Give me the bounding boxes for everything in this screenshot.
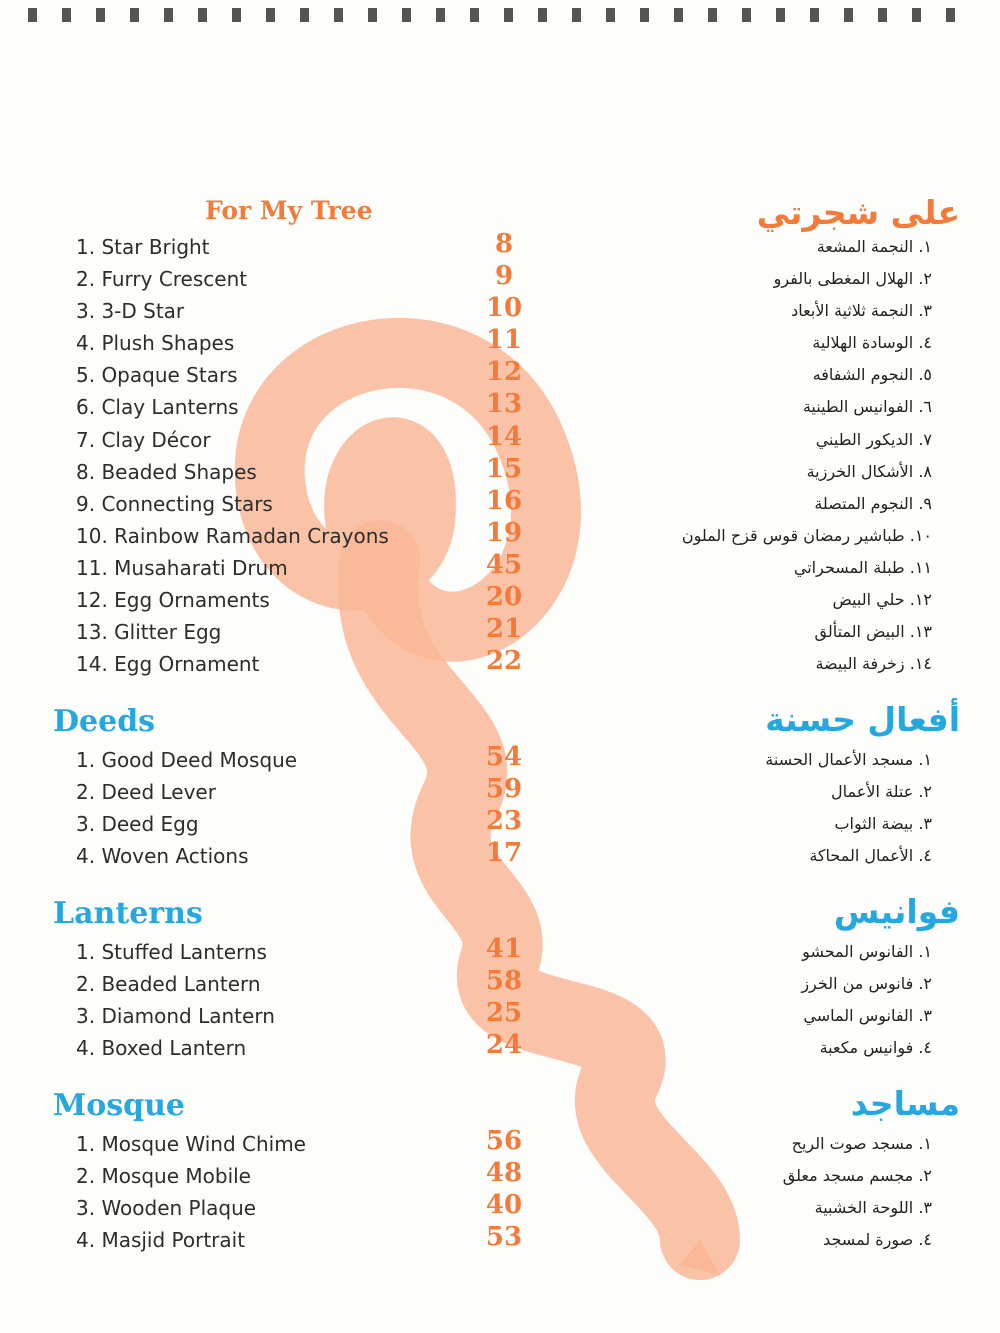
list-item: 1. Stuffed Lanterns — [76, 940, 267, 964]
list-item-ar: ٣. اللوحة الخشبية — [814, 1198, 932, 1218]
list-item-ar: ٩. النجوم المتصلة — [814, 493, 932, 513]
page-number: 23 — [485, 806, 523, 837]
section-title-for-my-tree: For My Tree — [205, 196, 373, 225]
list-item: 12. Egg Ornaments — [76, 588, 270, 613]
list-item-ar: ١٢. حلي البيض — [832, 590, 932, 610]
list-item-ar: ٢. فانوس من الخرز — [801, 974, 932, 994]
page-number: 53 — [485, 1222, 523, 1253]
page-number: 8 — [494, 229, 514, 259]
list-item-ar: ٤. الأعمال المحاكة — [809, 846, 932, 866]
tree-page-numbers — [478, 228, 530, 677]
list-item-ar: ٨. الأشكال الخرزية — [806, 461, 932, 481]
list-item-ar: ٦. الفوانيس الطينية — [802, 397, 932, 417]
list-item: 3. 3-D Star — [76, 299, 185, 324]
list-item: 3. Diamond Lantern — [76, 1004, 275, 1029]
page-number: 24 — [485, 1030, 523, 1061]
mosque-list-ar — [612, 1128, 932, 1256]
list-item: 9. Connecting Stars — [76, 491, 273, 516]
page-number: 9 — [494, 261, 514, 292]
list-item-ar: ٤. الوسادة الهلالية — [812, 333, 932, 353]
page-number: 59 — [485, 774, 523, 805]
list-item-ar: ١. الفانوس المحشو — [802, 942, 932, 961]
page-number: 15 — [485, 453, 523, 484]
list-item: 1. Mosque Wind Chime — [76, 1132, 306, 1156]
section-title-ar-mosque: مساجد — [850, 1084, 960, 1123]
list-item: 11. Musaharati Drum — [76, 555, 288, 580]
list-item: 3. Deed Egg — [76, 812, 199, 837]
page-number: 22 — [485, 646, 523, 677]
list-item-ar: ١. مسجد الأعمال الحسنة — [765, 750, 932, 769]
list-item: 1. Good Deed Mosque — [76, 748, 298, 772]
list-item-ar: ١٤. زخرفة البيضة — [815, 654, 932, 674]
list-item: 3. Wooden Plaque — [76, 1196, 257, 1221]
list-item: 5. Opaque Stars — [76, 363, 238, 388]
list-item: 7. Clay Décor — [76, 427, 211, 452]
list-item-ar: ١. مسجد صوت الريح — [791, 1134, 932, 1153]
list-item-ar: ٣. بيضة الثواب — [834, 814, 932, 834]
list-item: 4. Boxed Lantern — [76, 1036, 247, 1061]
page-number: 41 — [485, 934, 523, 964]
list-item: 14. Egg Ornament — [76, 652, 260, 677]
page-number: 19 — [485, 517, 523, 548]
list-item-ar: ١١. طبلة المسحراتي — [793, 557, 932, 577]
list-item: 2. Beaded Lantern — [76, 972, 261, 997]
list-item: 6. Clay Lanterns — [76, 395, 239, 420]
list-item: 13. Glitter Egg — [76, 620, 222, 645]
section-title-deeds: Deeds — [53, 704, 156, 739]
page-number: 45 — [485, 549, 523, 580]
page-number: 20 — [485, 582, 523, 613]
list-item-ar: ٥. النجوم الشفافه — [812, 365, 932, 385]
list-item: 8. Beaded Shapes — [76, 459, 257, 484]
page-number: 40 — [485, 1190, 523, 1221]
section-title-mosque: Mosque — [53, 1088, 185, 1123]
lanterns-page-numbers — [478, 933, 530, 1061]
section-title-ar-deeds: أفعال حسنة — [765, 700, 960, 739]
list-item: 10. Rainbow Ramadan Crayons — [76, 523, 389, 548]
section-title-ar-tree: على شجرتي — [756, 193, 960, 232]
page-number: 10 — [485, 293, 523, 324]
list-item: 4. Masjid Portrait — [76, 1228, 246, 1253]
list-item-ar: ١. النجمة المشعة — [816, 237, 932, 256]
list-item: 2. Mosque Mobile — [76, 1164, 251, 1189]
list-item-ar: ١٠. طباشير رمضان قوس قزح الملون — [681, 525, 932, 545]
section-title-lanterns: Lanterns — [53, 896, 203, 931]
list-item: 2. Deed Lever — [76, 780, 216, 805]
list-item-ar: ١٣. البيض المتألق — [814, 622, 932, 642]
list-item-ar: ٢. مجسم مسجد معلق — [782, 1166, 932, 1186]
list-item: 1. Star Bright — [76, 235, 210, 259]
page-number: 54 — [485, 742, 523, 772]
deeds-page-numbers — [478, 741, 530, 869]
page-number: 21 — [485, 614, 523, 645]
page-number: 56 — [485, 1126, 523, 1156]
list-item: 4. Plush Shapes — [76, 331, 235, 356]
section-title-ar-lanterns: فوانيس — [833, 892, 960, 931]
page-number: 25 — [485, 998, 523, 1029]
page-number: 17 — [485, 838, 523, 869]
tree-list-en — [76, 231, 389, 680]
mosque-list-en — [76, 1128, 376, 1256]
page-number: 11 — [485, 325, 523, 356]
list-item-ar: ٢. الهلال المغطى بالفرو — [773, 269, 932, 289]
page-number: 16 — [485, 485, 523, 516]
page-number: 13 — [485, 389, 523, 420]
deeds-list-en — [76, 744, 376, 872]
page-number: 12 — [485, 357, 523, 388]
lanterns-list-ar — [612, 936, 932, 1064]
list-item: 4. Woven Actions — [76, 844, 249, 869]
list-item-ar: ٧. الديكور الطيني — [815, 429, 932, 449]
list-item-ar: ٢. عتلة الأعمال — [831, 782, 932, 802]
list-item-ar: ٤. فوانيس مكعبة — [819, 1038, 932, 1058]
mosque-page-numbers — [478, 1125, 530, 1253]
lanterns-list-en — [76, 936, 376, 1064]
deeds-list-ar — [612, 744, 932, 872]
page-number: 58 — [485, 966, 523, 997]
page-number: 14 — [485, 421, 523, 452]
list-item-ar: ٣. النجمة ثلاثية الأبعاد — [791, 301, 932, 321]
list-item-ar: ٤. صورة لمسجد — [823, 1230, 932, 1250]
tree-list-ar — [612, 231, 932, 680]
page-number: 48 — [485, 1158, 523, 1189]
list-item-ar: ٣. الفانوس الماسي — [803, 1006, 932, 1026]
list-item: 2. Furry Crescent — [76, 267, 248, 292]
